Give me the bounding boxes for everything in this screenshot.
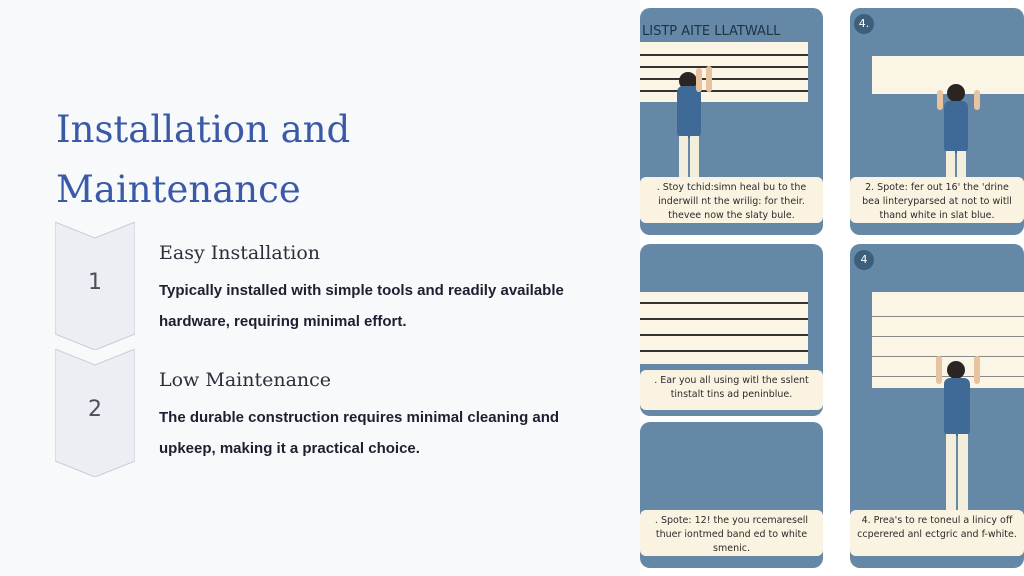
slide-title-line2: Maintenance [56,168,301,211]
panel-caption: . Ear you all using witl the sslent tinstalt tins ad peninblue. [640,370,823,410]
illustration-panel-5 [640,422,823,568]
step-heading-low-maintenance: Low Maintenance [159,369,332,391]
step-number: 2 [88,397,102,422]
step-body-line: The durable construction requires minimal cleaning and [159,409,560,426]
step-heading-easy-installation: Easy Installation [159,242,321,264]
step-badge-2 [55,349,135,477]
illustration-panel-2 [850,8,1024,235]
step-number-badge: 4. [854,14,874,34]
installation-illustration [640,0,1024,576]
wall-board [640,292,808,364]
step-body-low-maintenance [159,402,579,464]
panel-caption: 4. Prea's to re toneul a linicy off ccperered anl ectgric and f-white. [850,510,1024,556]
panel-caption: . Stoy tchid:simn heal bu to the inderwill nt the wrilig: for their. thevee now the slaty bule. [640,177,823,223]
slide-title-line1: Installation and [56,108,351,151]
step-body-line: hardware, requiring minimal effort. [159,313,407,330]
step-body-easy-installation [159,275,579,337]
panel-title: LISTP AITE LLATWALL [642,24,781,39]
step-number-badge: 4 [854,250,874,270]
illustration-panel-3 [640,244,823,416]
step-body-line: Typically installed with simple tools and readily available [159,282,564,299]
illustration-panel-1 [640,8,823,235]
step-number: 1 [88,270,102,295]
panel-caption: . Spote: 12! the you rcemaresell thuer iontmed band ed to white smenic. [640,510,823,556]
illustration-panel-4 [850,244,1024,568]
slide-title [56,100,576,220]
step-body-line: upkeep, making it a practical choice. [159,440,420,457]
step-badge-1 [55,222,135,350]
panel-caption: 2. Spote: fer out 16' the 'drine bea linteryparsed at not to witll thand white in slat blue. [850,177,1024,223]
